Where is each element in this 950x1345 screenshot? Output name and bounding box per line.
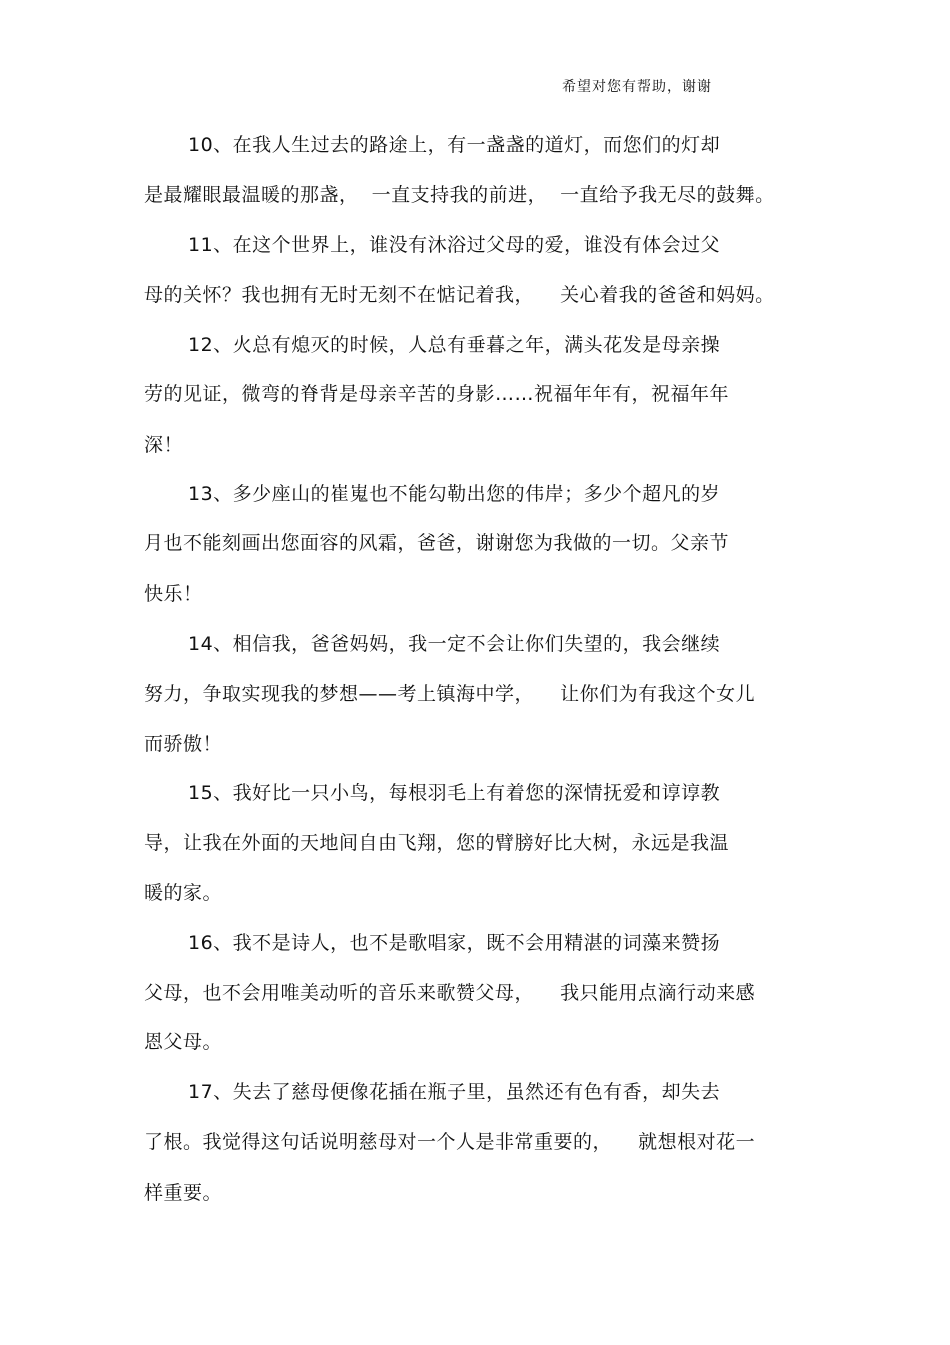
paragraph-line: 样重要。: [144, 1182, 223, 1204]
paragraph-line: 努力，争取实现我的梦想——考上镇海中学， 让你们为有我这个女儿: [144, 683, 756, 705]
paragraph-line: 11、在这个世界上，谁没有沐浴过父母的爱，谁没有体会过父: [188, 234, 721, 256]
paragraph-line: 暖的家。: [144, 882, 223, 904]
paragraph-line: 是最耀眼最温暖的那盏， 一直支持我的前进， 一直给予我无尽的鼓舞。: [144, 184, 775, 206]
paragraph-line: 10、在我人生过去的路途上，有一盏盏的道灯，而您们的灯却: [188, 134, 721, 156]
paragraph-line: 导，让我在外面的天地间自由飞翔，您的臂膀好比大树，永远是我温: [144, 832, 730, 854]
paragraph-line: 15、我好比一只小鸟，每根羽毛上有着您的深情抚爱和谆谆教: [188, 782, 721, 804]
paragraph-line: 17、失去了慈母便像花插在瓶子里，虽然还有色有香，却失去: [188, 1081, 721, 1103]
paragraph-line: 16、我不是诗人，也不是歌唱家，既不会用精湛的词藻来赞扬: [188, 932, 721, 954]
paragraph-line: 13、多少座山的崔嵬也不能勾勒出您的伟岸；多少个超凡的岁: [188, 483, 721, 505]
header-note: 希望对您有帮助，谢谢: [562, 79, 712, 95]
paragraph-line: 14、相信我，爸爸妈妈，我一定不会让你们失望的，我会继续: [188, 633, 721, 655]
paragraph-line: 恩父母。: [144, 1031, 223, 1053]
paragraph-line: 深！: [144, 434, 184, 456]
paragraph-line: 快乐！: [144, 583, 203, 605]
paragraph-line: 12、火总有熄灭的时候，人总有垂暮之年，满头花发是母亲操: [188, 334, 721, 356]
paragraph-line: 父母，也不会用唯美动听的音乐来歌赞父母， 我只能用点滴行动来感: [144, 982, 756, 1004]
paragraph-line: 母的关怀？我也拥有无时无刻不在惦记着我， 关心着我的爸爸和妈妈。: [144, 284, 775, 306]
paragraph-line: 月也不能刻画出您面容的风霜，爸爸，谢谢您为我做的一切。父亲节: [144, 532, 730, 554]
paragraph-line: 劳的见证，微弯的脊背是母亲辛苦的身影……祝福年年有，祝福年年: [144, 383, 730, 405]
paragraph-line: 而骄傲！: [144, 733, 223, 755]
paragraph-line: 了根。我觉得这句话说明慈母对一个人是非常重要的， 就想根对花一: [144, 1131, 756, 1153]
